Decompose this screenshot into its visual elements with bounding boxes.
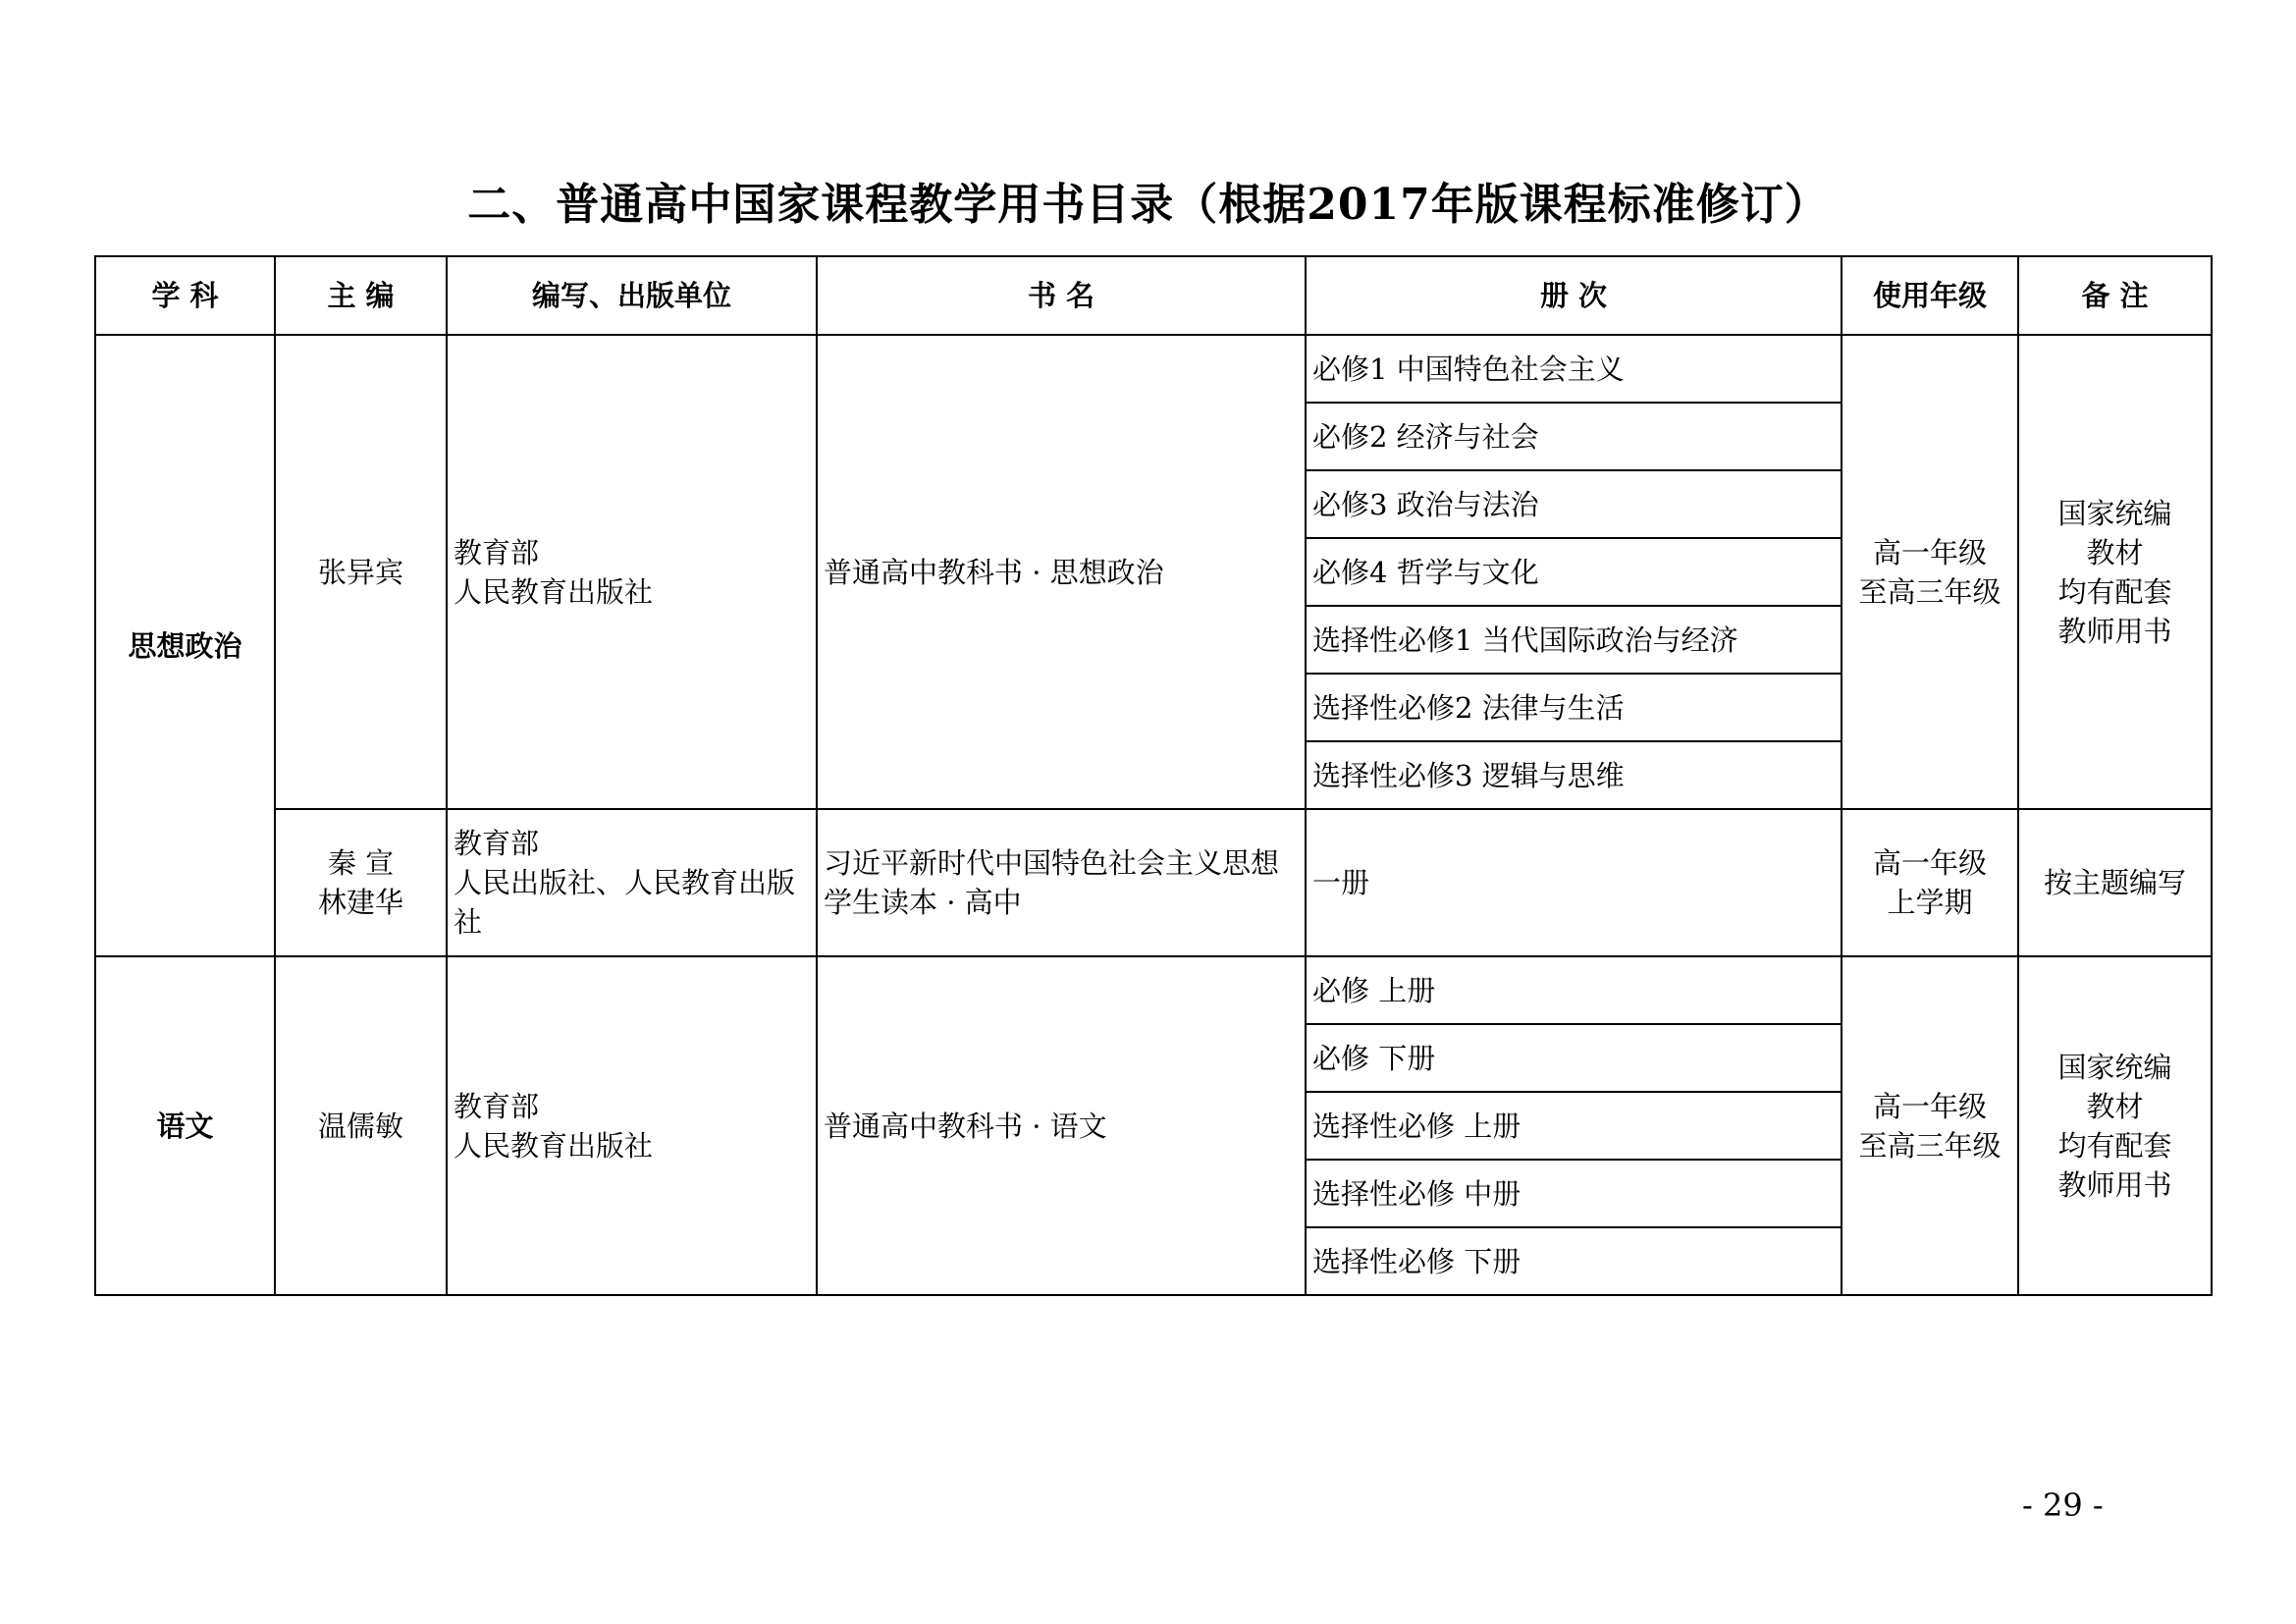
book-title-cell: 普通高中教科书 · 语文 bbox=[817, 956, 1306, 1295]
note-line: 教师用书 bbox=[2057, 1167, 2172, 1202]
volume-cell: 一册 bbox=[1306, 809, 1842, 956]
publisher-cell bbox=[447, 809, 817, 956]
publisher-line: 教育部 bbox=[454, 1089, 540, 1123]
table-header-row bbox=[95, 256, 2212, 335]
table-row bbox=[95, 809, 2212, 956]
volume-cell: 选择性必修 中册 bbox=[1306, 1160, 1842, 1227]
page-number: - 29 - bbox=[2022, 1487, 2104, 1524]
publisher-line: 教育部 bbox=[454, 535, 540, 569]
volume-cell: 必修1 中国特色社会主义 bbox=[1306, 335, 1842, 403]
volume-cell: 选择性必修 下册 bbox=[1306, 1227, 1842, 1295]
publisher-line: 教育部 bbox=[454, 827, 540, 860]
editor-cell bbox=[275, 809, 447, 956]
note-line: 国家统编 bbox=[2057, 496, 2172, 530]
note-line: 国家统编 bbox=[2057, 1050, 2172, 1084]
grade-line: 至高三年级 bbox=[1858, 574, 2002, 609]
volume-cell: 必修 下册 bbox=[1306, 1024, 1842, 1092]
header-note: 备 注 bbox=[2018, 256, 2212, 335]
header-book-title: 书 名 bbox=[817, 256, 1306, 335]
grade-line: 上学期 bbox=[1887, 886, 1973, 919]
grade-cell bbox=[1842, 335, 2018, 809]
publisher-cell bbox=[447, 956, 817, 1295]
grade-cell bbox=[1842, 956, 2018, 1295]
note-line: 教师用书 bbox=[2057, 614, 2172, 648]
book-title-cell: 习近平新时代中国特色社会主义思想学生读本 · 高中 bbox=[817, 809, 1306, 956]
publisher-line: 人民教育出版社 bbox=[454, 1128, 654, 1163]
volume-cell: 必修4 哲学与文化 bbox=[1306, 538, 1842, 606]
editor-cell bbox=[275, 335, 447, 809]
editor-name: 张异宾 bbox=[317, 555, 403, 589]
table-row bbox=[95, 335, 2212, 403]
note-cell bbox=[2018, 335, 2212, 809]
volume-cell: 选择性必修 上册 bbox=[1306, 1092, 1842, 1160]
grade-line: 高一年级 bbox=[1872, 1089, 1987, 1123]
publisher-line: 人民教育出版社 bbox=[454, 574, 654, 609]
grade-cell bbox=[1842, 809, 2018, 956]
subject-cell: 语文 bbox=[95, 956, 275, 1295]
editor-name: 秦 宣 bbox=[327, 846, 395, 880]
grade-line: 高一年级 bbox=[1872, 846, 1987, 880]
table-row bbox=[95, 956, 2212, 1024]
note-cell: 按主题编写 bbox=[2018, 809, 2212, 956]
publisher-line: 人民出版社、人民教育出版社 bbox=[454, 866, 796, 939]
note-line: 教材 bbox=[2086, 1089, 2144, 1123]
note-cell bbox=[2018, 956, 2212, 1295]
volume-cell: 必修2 经济与社会 bbox=[1306, 403, 1842, 470]
note-line: 教材 bbox=[2086, 535, 2144, 569]
header-grade: 使用年级 bbox=[1842, 256, 2018, 335]
publisher-cell bbox=[447, 335, 817, 809]
volume-cell: 选择性必修3 逻辑与思维 bbox=[1306, 741, 1842, 809]
editor-cell: 温儒敏 bbox=[275, 956, 447, 1295]
header-volume: 册 次 bbox=[1306, 256, 1842, 335]
grade-line: 至高三年级 bbox=[1858, 1128, 2002, 1163]
subject-cell: 思想政治 bbox=[95, 335, 275, 956]
grade-line: 高一年级 bbox=[1872, 535, 1987, 569]
page-title: 二、普通高中国家课程教学用书目录（根据2017年版课程标准修订） bbox=[467, 180, 1829, 230]
volume-cell: 必修 上册 bbox=[1306, 956, 1842, 1024]
book-title-cell: 普通高中教科书 · 思想政治 bbox=[817, 335, 1306, 809]
volume-cell: 必修3 政治与法治 bbox=[1306, 470, 1842, 538]
textbook-catalog-table bbox=[94, 255, 2213, 1296]
header-publisher: 编写、出版单位 bbox=[447, 256, 817, 335]
volume-cell: 选择性必修2 法律与生活 bbox=[1306, 674, 1842, 741]
note-line: 均有配套 bbox=[2057, 1128, 2172, 1163]
header-subject: 学 科 bbox=[95, 256, 275, 335]
editor-name: 林建华 bbox=[317, 886, 403, 919]
volume-cell: 选择性必修1 当代国际政治与经济 bbox=[1306, 606, 1842, 674]
note-line: 均有配套 bbox=[2057, 574, 2172, 609]
header-editor: 主 编 bbox=[275, 256, 447, 335]
